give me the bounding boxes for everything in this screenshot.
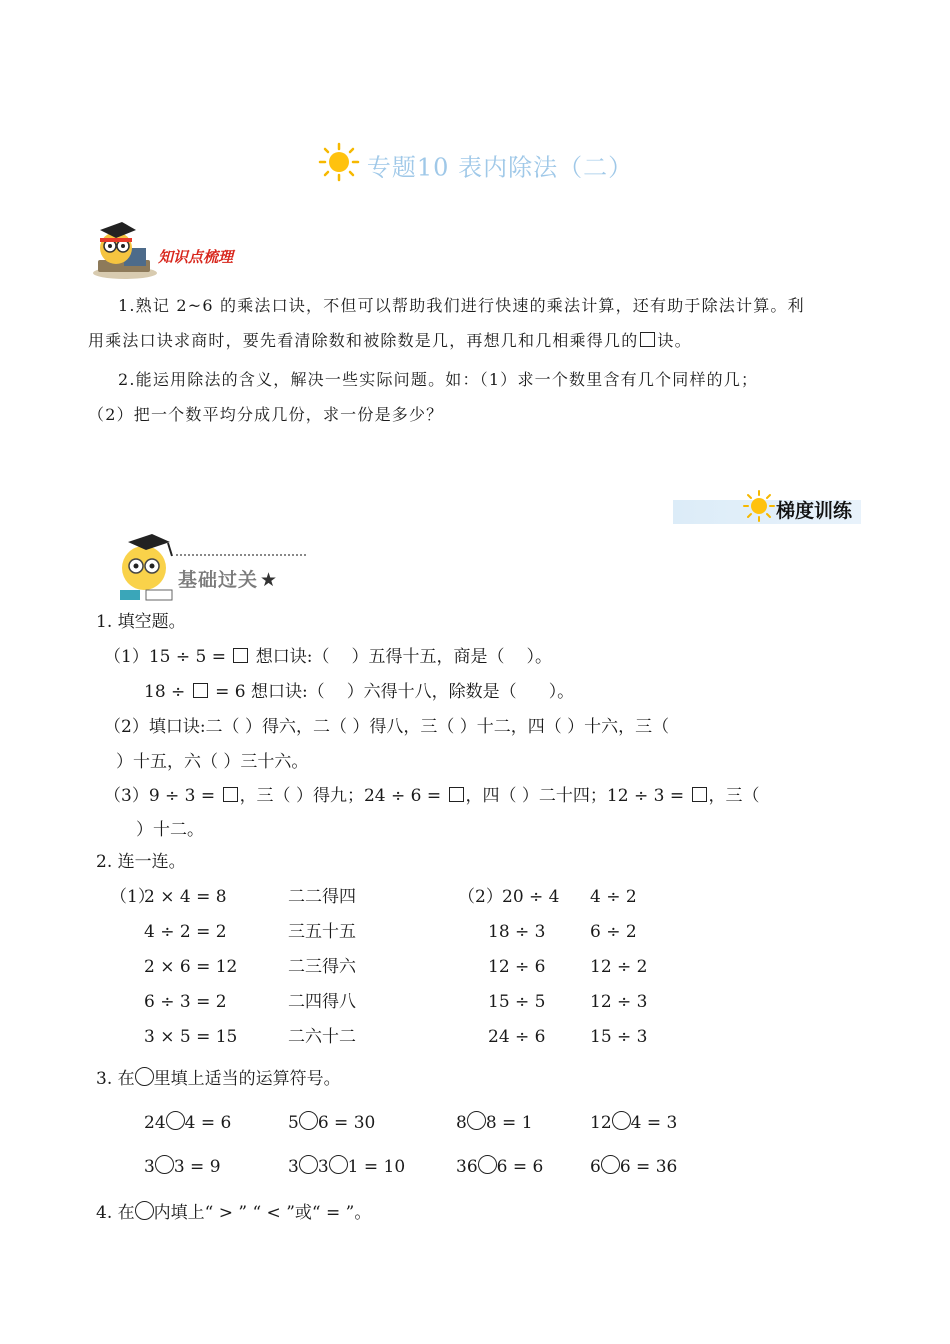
operator-problem: 36 6 = 6 bbox=[456, 1157, 544, 1177]
match-item-left-5[interactable]: 3 × 5 = 15 bbox=[144, 1027, 238, 1047]
basic-badge bbox=[112, 534, 182, 608]
operator-problem: 8 8 = 1 bbox=[456, 1113, 533, 1133]
match-item-right-5[interactable]: 15 ÷ 3 bbox=[590, 1027, 648, 1047]
operator-problem: 12 4 = 3 bbox=[590, 1113, 678, 1133]
question-4-title: 4. 在 内填上“ > ” “ < ”或“ = ”。 bbox=[96, 1203, 372, 1223]
answer-box[interactable] bbox=[223, 787, 238, 802]
title-text: 专题10 表内除法（二） bbox=[366, 153, 634, 182]
match-item-right-2[interactable]: 三五十五 bbox=[288, 922, 356, 942]
knowledge-point-1-line2: 用乘法口诀求商时，要先看清除数和被除数是几，再想几和几相乘得几的 诀。 bbox=[88, 331, 692, 350]
knowledge-point-2-line2: （2）把一个数平均分成几份，求一份是多少？ bbox=[88, 405, 444, 424]
match-item-right-4[interactable]: 二四得八 bbox=[288, 992, 356, 1012]
circle-icon bbox=[135, 1067, 154, 1086]
star-icon: ★ bbox=[260, 569, 279, 591]
match-item-right-2[interactable]: 6 ÷ 2 bbox=[590, 922, 637, 942]
match-item-left-4[interactable]: 6 ÷ 3 = 2 bbox=[144, 992, 227, 1012]
answer-box[interactable] bbox=[193, 683, 208, 698]
match-item-right-1[interactable]: 4 ÷ 2 bbox=[590, 887, 637, 907]
owl-teacher-icon bbox=[90, 218, 160, 280]
group-2-label: （2） bbox=[458, 887, 503, 907]
answer-box[interactable] bbox=[233, 648, 248, 663]
group-1-label: （1） bbox=[110, 887, 155, 907]
question-1-row-5: （3）9 ÷ 3 = ，三（ ）得九；24 ÷ 6 = ，四（ ）二十四；12 ÷ 3 = ，三（ bbox=[104, 786, 760, 806]
match-item-left-1[interactable]: 20 ÷ 4 bbox=[502, 887, 560, 907]
question-1-row-2: 18 ÷ = 6 想口诀:（ ）六得十八，除数是（ ）。 bbox=[144, 675, 574, 710]
owl-student-icon bbox=[112, 534, 182, 604]
answer-blank[interactable] bbox=[325, 676, 347, 702]
blank-box bbox=[640, 332, 655, 347]
answer-blank[interactable] bbox=[330, 641, 352, 667]
operator-circle[interactable] bbox=[329, 1155, 348, 1174]
answer-blank[interactable] bbox=[517, 676, 549, 702]
question-1-row-1: （1）15 ÷ 5 = 想口诀:（ ）五得十五，商是（ ）。 bbox=[104, 640, 552, 675]
circle-icon bbox=[135, 1201, 154, 1220]
operator-circle[interactable] bbox=[612, 1111, 631, 1130]
operator-circle[interactable] bbox=[478, 1155, 497, 1174]
section-title: 梯度训练 bbox=[776, 500, 853, 522]
answer-box[interactable] bbox=[692, 787, 707, 802]
page-title bbox=[0, 142, 950, 188]
operator-circle[interactable] bbox=[166, 1111, 185, 1130]
question-2-title: 2. 连一连。 bbox=[96, 852, 186, 872]
match-item-left-3[interactable]: 12 ÷ 6 bbox=[488, 957, 546, 977]
match-item-left-5[interactable]: 24 ÷ 6 bbox=[488, 1027, 546, 1047]
sun-icon bbox=[742, 490, 776, 526]
operator-problem: 5 6 = 30 bbox=[288, 1113, 376, 1133]
match-item-right-3[interactable]: 二三得六 bbox=[288, 957, 356, 977]
basic-badge-label: 基础过关 ★ bbox=[178, 569, 279, 591]
match-item-right-4[interactable]: 12 ÷ 3 bbox=[590, 992, 648, 1012]
question-1-title: 1. 填空题。 bbox=[96, 612, 186, 632]
operator-problem: 3 3 1 = 10 bbox=[288, 1157, 406, 1177]
dotted-divider bbox=[176, 554, 306, 556]
operator-problem: 24 4 = 6 bbox=[144, 1113, 232, 1133]
question-3-title: 3. 在 里填上适当的运算符号。 bbox=[96, 1069, 341, 1089]
knowledge-point-1-line1: 1.熟记 2~6 的乘法口诀，不但可以帮助我们进行快速的乘法计算，还有助于除法计算。利 bbox=[118, 296, 805, 315]
sun-icon bbox=[317, 142, 361, 188]
match-item-right-5[interactable]: 二六十二 bbox=[288, 1027, 356, 1047]
operator-circle[interactable] bbox=[601, 1155, 620, 1174]
knowledge-badge bbox=[90, 218, 160, 284]
knowledge-point-2-line1: 2.能运用除法的含义，解决一些实际问题。如：（1）求一个数里含有几个同样的几； bbox=[118, 370, 759, 389]
operator-problem: 6 6 = 36 bbox=[590, 1157, 678, 1177]
match-item-right-1[interactable]: 二二得四 bbox=[288, 887, 356, 907]
match-item-left-2[interactable]: 18 ÷ 3 bbox=[488, 922, 546, 942]
match-item-right-3[interactable]: 12 ÷ 2 bbox=[590, 957, 648, 977]
knowledge-badge-label: 知识点梳理 bbox=[158, 248, 234, 266]
operator-problem: 3 3 = 9 bbox=[144, 1157, 221, 1177]
question-1-row-3[interactable]: （2）填口诀:二（ ）得六，二（ ）得八，三（ ）十二，四（ ）十六，三（ bbox=[104, 717, 670, 737]
operator-circle[interactable] bbox=[467, 1111, 486, 1130]
answer-box[interactable] bbox=[449, 787, 464, 802]
question-1-row-4[interactable]: ）十五，六（ ）三十六。 bbox=[116, 752, 309, 772]
operator-circle[interactable] bbox=[299, 1155, 318, 1174]
operator-circle[interactable] bbox=[299, 1111, 318, 1130]
match-item-left-4[interactable]: 15 ÷ 5 bbox=[488, 992, 546, 1012]
answer-blank[interactable] bbox=[505, 641, 527, 667]
operator-circle[interactable] bbox=[155, 1155, 174, 1174]
match-item-left-1[interactable]: 2 × 4 = 8 bbox=[144, 887, 227, 907]
question-1-row-6[interactable]: ）十二。 bbox=[136, 820, 204, 840]
match-item-left-2[interactable]: 4 ÷ 2 = 2 bbox=[144, 922, 227, 942]
match-item-left-3[interactable]: 2 × 6 = 12 bbox=[144, 957, 238, 977]
